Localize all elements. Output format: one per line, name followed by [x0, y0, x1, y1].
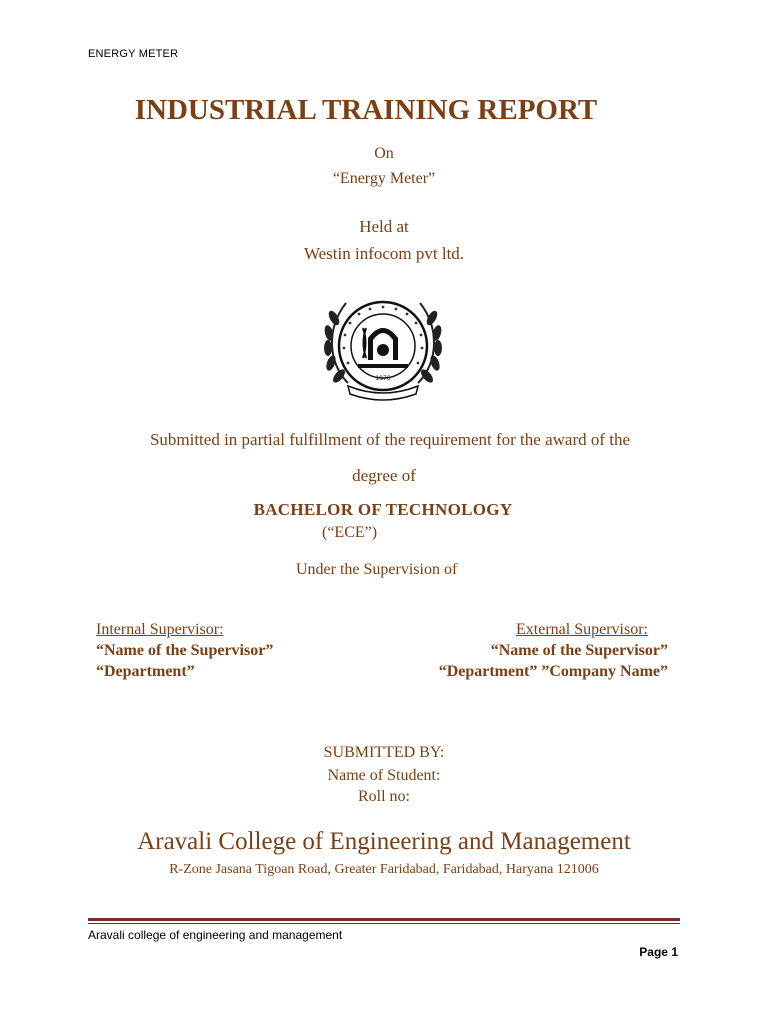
external-supervisor-department: “Department” ”Company Name” — [438, 663, 668, 680]
submission-statement: Submitted in partial fulfillment of the requirement for the award of the — [149, 430, 631, 449]
seal-year: 1976 — [375, 375, 391, 382]
running-header: ENERGY METER — [88, 48, 179, 60]
footer-institution: Aravali college of engineering and management — [88, 928, 343, 942]
university-seal-icon — [318, 288, 448, 406]
degree-branch: (“ECE”) — [322, 524, 378, 541]
degree-name: BACHELOR OF TECHNOLOGY — [253, 500, 513, 519]
external-supervisor-name: “Name of the Supervisor” — [490, 642, 668, 659]
internal-supervisor-name: “Name of the Supervisor” — [96, 642, 274, 659]
external-supervisor-label: External Supervisor: — [516, 621, 648, 638]
submission-statement-cont: degree of — [352, 466, 416, 485]
on-label: On — [374, 145, 394, 162]
supervision-label: Under the Supervision of — [296, 561, 458, 578]
company-name: Westin infocom pvt ltd. — [303, 244, 465, 263]
institution-name: Aravali College of Engineering and Management — [137, 828, 631, 855]
report-title: INDUSTRIAL TRAINING REPORT — [134, 94, 598, 126]
page-number: Page 1 — [639, 945, 678, 959]
footer-rule-thick — [88, 918, 680, 921]
submitted-by-label: SUBMITTED BY: — [323, 744, 445, 761]
internal-supervisor-label: Internal Supervisor: — [96, 621, 224, 638]
student-name: Name of Student: — [327, 767, 441, 784]
internal-supervisor-department: “Department” — [96, 663, 195, 680]
topic-title: “Energy Meter” — [332, 170, 436, 187]
roll-number: Roll no: — [357, 788, 410, 805]
footer-rule-thin — [88, 923, 680, 924]
institution-address: R-Zone Jasana Tigoan Road, Greater Faridabad, Faridabad, Haryana 121006 — [169, 862, 599, 877]
held-at-label: Held at — [359, 217, 409, 236]
